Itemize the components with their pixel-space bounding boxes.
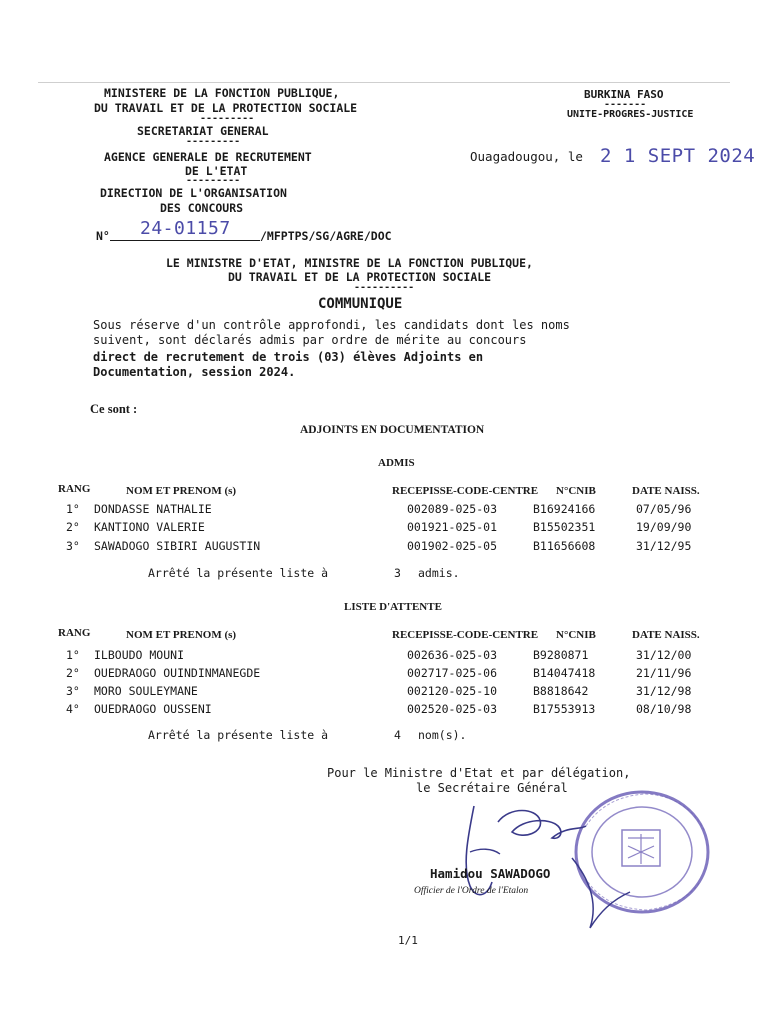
intro-line-4: Documentation, session 2024. bbox=[93, 365, 296, 379]
rang-cell: 3° bbox=[66, 684, 80, 698]
rang-cell: 1° bbox=[66, 648, 80, 662]
date-cell: 31/12/95 bbox=[636, 539, 692, 553]
col-date: DATE NAISS. bbox=[632, 629, 700, 641]
col-cnib: N°CNIB bbox=[556, 485, 596, 497]
rang-cell: 4° bbox=[66, 702, 80, 716]
date-cell: 31/12/00 bbox=[636, 648, 692, 662]
country-separator: ------- bbox=[604, 99, 647, 110]
recepisse-cell: 002520-025-03 bbox=[407, 702, 498, 716]
intro-line-2: suivent, sont déclarés admis par ordre de mérite au concours bbox=[93, 333, 527, 347]
reference-prefix: N° bbox=[96, 229, 110, 243]
top-rule bbox=[38, 82, 730, 83]
nom-cell: KANTIONO VALERIE bbox=[94, 520, 205, 534]
rang-cell: 2° bbox=[66, 666, 80, 680]
col-nom: NOM ET PRENOM (s) bbox=[126, 629, 237, 641]
national-motto: UNITE-PROGRES-JUSTICE bbox=[567, 109, 694, 120]
col-rang: RANG bbox=[58, 483, 91, 495]
agency-line-2: DE L'ETAT bbox=[185, 164, 248, 178]
agency-line-1: AGENCE GENERALE DE RECRUTEMENT bbox=[104, 150, 312, 164]
closing-text: Arrêté la présente liste à bbox=[148, 566, 329, 580]
nom-cell: MORO SOULEYMANE bbox=[94, 684, 198, 698]
signatory-title: Officier de l'Ordre de l'Etalon bbox=[414, 886, 529, 896]
page-number: 1/1 bbox=[398, 934, 418, 947]
secretariat-line: SECRETARIAT GENERAL bbox=[137, 124, 269, 138]
section-title: ADJOINTS EN DOCUMENTATION bbox=[300, 424, 485, 436]
recepisse-cell: 002636-025-03 bbox=[407, 648, 498, 662]
signatory-name: Hamidou SAWADOGO bbox=[430, 866, 551, 881]
nom-cell: DONDASSE NATHALIE bbox=[94, 502, 212, 516]
date-cell: 08/10/98 bbox=[636, 702, 692, 716]
header-separator-3: --------- bbox=[186, 175, 241, 186]
reference-suffix: /MFPTPS/SG/AGRE/DOC bbox=[260, 229, 392, 243]
cnib-cell: B17553913 bbox=[533, 702, 596, 716]
recepisse-cell: 002089-025-03 bbox=[407, 502, 498, 516]
col-recepisse: RECEPISSE-CODE-CENTRE bbox=[392, 629, 539, 641]
direction-line-2: DES CONCOURS bbox=[160, 201, 244, 215]
cnib-cell: B9280871 bbox=[533, 648, 589, 662]
rang-cell: 1° bbox=[66, 502, 80, 516]
col-cnib: N°CNIB bbox=[556, 629, 596, 641]
rang-cell: 2° bbox=[66, 520, 80, 534]
nom-cell: OUEDRAOGO OUSSENI bbox=[94, 702, 212, 716]
nom-cell: SAWADOGO SIBIRI AUGUSTIN bbox=[94, 539, 261, 553]
date-cell: 31/12/98 bbox=[636, 684, 692, 698]
recepisse-cell: 002120-025-10 bbox=[407, 684, 498, 698]
admis-title: ADMIS bbox=[378, 457, 415, 469]
title-line-1: LE MINISTRE D'ETAT, MINISTRE DE LA FONCTION PUBLIQUE, bbox=[166, 256, 533, 270]
date-cell: 19/09/90 bbox=[636, 520, 692, 534]
cnib-cell: B11656608 bbox=[533, 539, 596, 553]
ce-sont-label: Ce sont : bbox=[90, 402, 138, 416]
cnib-cell: B14047418 bbox=[533, 666, 596, 680]
cnib-cell: B15502351 bbox=[533, 520, 596, 534]
nom-cell: ILBOUDO MOUNI bbox=[94, 648, 185, 662]
col-rang: RANG bbox=[58, 627, 91, 639]
title-separator: ---------- bbox=[354, 282, 415, 293]
signature-line-2: le Secrétaire Général bbox=[416, 781, 568, 795]
rang-cell: 3° bbox=[66, 539, 80, 553]
intro-line-3: direct de recrutement de trois (03) élèves Adjoints en bbox=[93, 350, 484, 364]
reference-underline bbox=[110, 240, 260, 241]
closing-suffix: admis. bbox=[418, 566, 460, 580]
date-stamp: 2 1 SEPT 2024 bbox=[600, 145, 756, 167]
header-separator-1: --------- bbox=[200, 113, 255, 124]
direction-line-1: DIRECTION DE L'ORGANISATION bbox=[100, 186, 287, 200]
recepisse-cell: 002717-025-06 bbox=[407, 666, 498, 680]
closing-count: 3 bbox=[394, 566, 401, 580]
reference-number: 24-01157 bbox=[140, 218, 231, 239]
cnib-cell: B8818642 bbox=[533, 684, 589, 698]
date-cell: 21/11/96 bbox=[636, 666, 692, 680]
col-recepisse: RECEPISSE-CODE-CENTRE bbox=[392, 485, 539, 497]
recepisse-cell: 001921-025-01 bbox=[407, 520, 498, 534]
col-nom: NOM ET PRENOM (s) bbox=[126, 485, 237, 497]
header-separator-2: --------- bbox=[186, 136, 241, 147]
col-date: DATE NAISS. bbox=[632, 485, 700, 497]
date-prefix: Ouagadougou, le bbox=[470, 149, 583, 164]
closing-text: Arrêté la présente liste à bbox=[148, 728, 329, 742]
attente-title: LISTE D'ATTENTE bbox=[344, 601, 442, 613]
date-cell: 07/05/96 bbox=[636, 502, 692, 516]
intro-line-1: Sous réserve d'un contrôle approfondi, les candidats dont les noms bbox=[93, 318, 570, 332]
signature-line-1: Pour le Ministre d'Etat et par délégation, bbox=[327, 766, 631, 780]
nom-cell: OUEDRAOGO OUINDINMANEGDE bbox=[94, 666, 261, 680]
ministry-line-1: MINISTERE DE LA FONCTION PUBLIQUE, bbox=[104, 86, 340, 100]
closing-count: 4 bbox=[394, 728, 401, 742]
recepisse-cell: 001902-025-05 bbox=[407, 539, 498, 553]
title-line-2: DU TRAVAIL ET DE LA PROTECTION SOCIALE bbox=[228, 270, 492, 284]
communique-heading: COMMUNIQUE bbox=[318, 296, 403, 312]
country-name: BURKINA FASO bbox=[584, 88, 664, 101]
cnib-cell: B16924166 bbox=[533, 502, 596, 516]
closing-suffix: nom(s). bbox=[418, 728, 467, 742]
ministry-line-2: DU TRAVAIL ET DE LA PROTECTION SOCIALE bbox=[94, 101, 358, 115]
